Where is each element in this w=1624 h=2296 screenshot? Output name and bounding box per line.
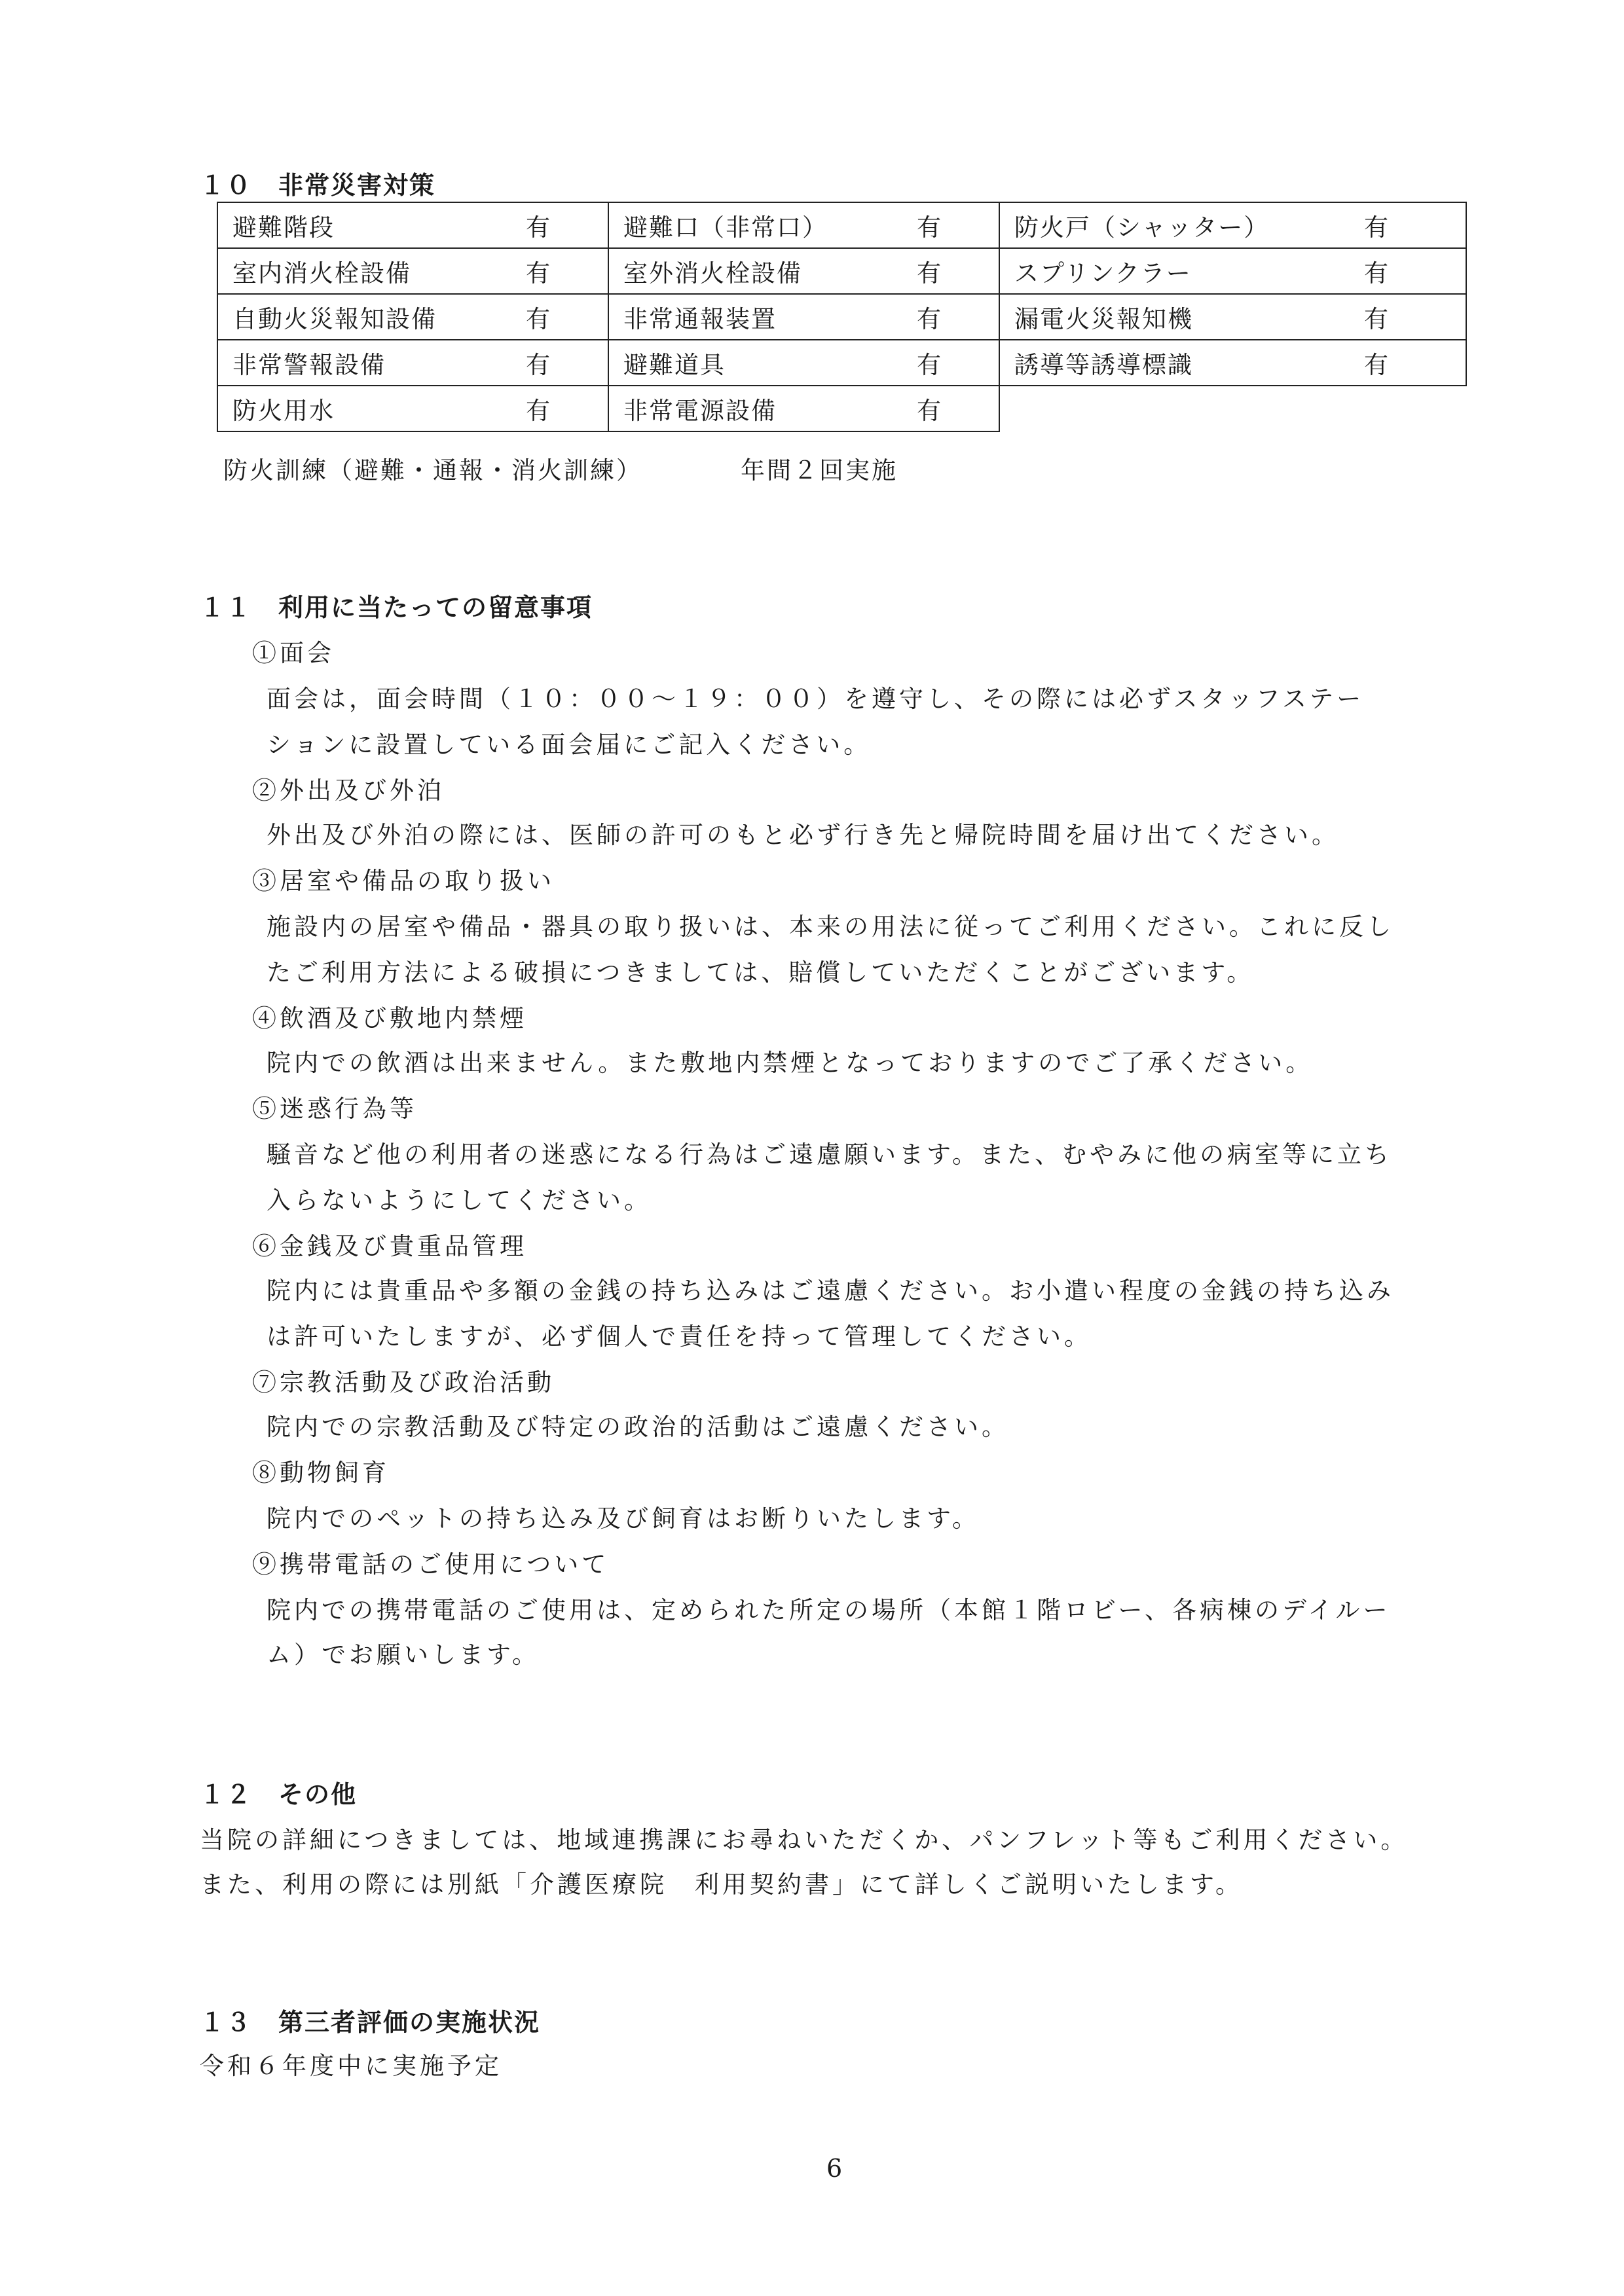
table-row [217, 248, 1466, 294]
cell-value: 有 [526, 259, 551, 287]
table-cell [999, 340, 1466, 386]
cell-label: 避難口（非常口） [623, 213, 828, 242]
paragraph-line: 令和６年度中に実施予定 [200, 2052, 502, 2080]
table-cell [217, 294, 608, 340]
section-13-heading: １３ 第三者評価の実施状況 [200, 2007, 541, 2037]
cell-label: 非常電源設備 [623, 397, 777, 425]
table-cell [608, 294, 999, 340]
table-cell [217, 202, 608, 248]
table-cell [999, 294, 1466, 340]
table-cell [608, 386, 999, 431]
section-12-heading: １２ その他 [200, 1779, 358, 1809]
item-text: ム）でお願いします。 [267, 1641, 540, 1669]
table-row [217, 386, 1466, 431]
cell-label: 避難階段 [232, 213, 335, 242]
cell-value: 有 [526, 305, 551, 333]
item-title: ⑨携帯電話のご使用について [252, 1550, 610, 1578]
item-title: ②外出及び外泊 [252, 776, 445, 805]
item-text: 院内でのペットの持ち込み及び飼育はお断りいたします。 [267, 1504, 980, 1533]
cell-label: 非常警報設備 [232, 351, 386, 379]
table-cell [999, 248, 1466, 294]
cell-value: 有 [917, 397, 942, 425]
fire-safety-table [217, 202, 1467, 432]
item-text: 院内には貴重品や多額の金銭の持ち込みはご遠慮ください。お小遣い程度の金銭の持ち込み [267, 1277, 1394, 1305]
table-cell-empty [999, 386, 1466, 431]
cell-value: 有 [526, 213, 551, 242]
paragraph-line: 当院の詳細につきましては、地域連携課にお尋ねいただくか、パンフレット等もご利用ください。 [200, 1826, 1409, 1854]
item-title: ⑤迷惑行為等 [252, 1095, 417, 1123]
cell-value: 有 [1364, 213, 1390, 242]
item-text: 院内での宗教活動及び特定の政治的活動はご遠慮ください。 [267, 1413, 1009, 1441]
section-10-heading: １０ 非常災害対策 [200, 170, 436, 200]
table-cell [608, 248, 999, 294]
item-text: 外出及び外泊の際には、医師の許可のもと必ず行き先と帰院時間を届け出てください。 [267, 821, 1339, 849]
item-text: 院内での飲酒は出来ません。また敷地内禁煙となっておりますのでご了承ください。 [267, 1049, 1314, 1077]
cell-label: 漏電火災報知機 [1014, 305, 1193, 333]
paragraph-line: また、利用の際には別紙「介護医療院 利用契約書」にて詳しくご説明いたします。 [200, 1870, 1244, 1899]
drill-value: 年間２回実施 [741, 456, 898, 484]
item-text: 騒音など他の利用者の迷惑になる行為はご遠慮願います。また、むやみに他の病室等に立ち [267, 1140, 1393, 1169]
item-text: 入らないようにしてください。 [267, 1186, 652, 1214]
cell-value: 有 [917, 305, 942, 333]
item-text: は許可いたしますが、必ず個人で責任を持って管理してください。 [267, 1322, 1092, 1351]
item-text: たご利用方法による破損につきましては、賠償していただくことがございます。 [267, 958, 1255, 987]
page-number: 6 [826, 2154, 843, 2183]
cell-label: 非常通報装置 [623, 305, 777, 333]
item-title: ①面会 [252, 639, 335, 667]
cell-value: 有 [917, 259, 942, 287]
table-row [217, 294, 1466, 340]
cell-value: 有 [526, 397, 551, 425]
item-text: ションに設置している面会届にご記入ください。 [267, 731, 872, 759]
table-cell [217, 386, 608, 431]
table-cell [999, 202, 1466, 248]
item-title: ⑧動物飼育 [252, 1459, 390, 1487]
table-row [217, 340, 1466, 386]
cell-value: 有 [1364, 305, 1390, 333]
drill-label: 防火訓練（避難・通報・消火訓練） [223, 456, 642, 484]
cell-label: 室外消火栓設備 [623, 259, 802, 287]
table-row [217, 202, 1466, 248]
item-text: 施設内の居室や備品・器具の取り扱いは、本来の用法に従ってご利用ください。これに反し [267, 913, 1394, 941]
item-title: ③居室や備品の取り扱い [252, 867, 555, 895]
cell-label: 誘導等誘導標識 [1014, 351, 1193, 379]
item-title: ⑥金銭及び貴重品管理 [252, 1232, 527, 1260]
cell-label: 防火戸（シャッター） [1014, 213, 1270, 242]
table-cell [608, 340, 999, 386]
cell-label: スプリンクラー [1014, 259, 1192, 287]
item-text: 面会は，面会時間（１０：００～１９：００）を遵守し、その際には必ずスタッフステー [267, 685, 1365, 713]
cell-value: 有 [526, 351, 551, 379]
cell-value: 有 [1364, 259, 1390, 287]
table-cell [217, 340, 608, 386]
cell-label: 避難道具 [623, 351, 726, 379]
cell-label: 防火用水 [232, 397, 335, 425]
cell-label: 自動火災報知設備 [232, 305, 437, 333]
cell-label: 室内消火栓設備 [232, 259, 411, 287]
item-title: ④飲酒及び敷地内禁煙 [252, 1004, 527, 1032]
table-cell [217, 248, 608, 294]
cell-value: 有 [1364, 351, 1390, 379]
cell-value: 有 [917, 213, 942, 242]
item-text: 院内での携帯電話のご使用は、定められた所定の場所（本館１階ロビー、各病棟のデイルー [267, 1596, 1391, 1624]
section-11-heading: １１ 利用に当たっての留意事項 [200, 592, 593, 622]
item-title: ⑦宗教活動及び政治活動 [252, 1368, 555, 1396]
cell-value: 有 [917, 351, 942, 379]
table-cell [608, 202, 999, 248]
